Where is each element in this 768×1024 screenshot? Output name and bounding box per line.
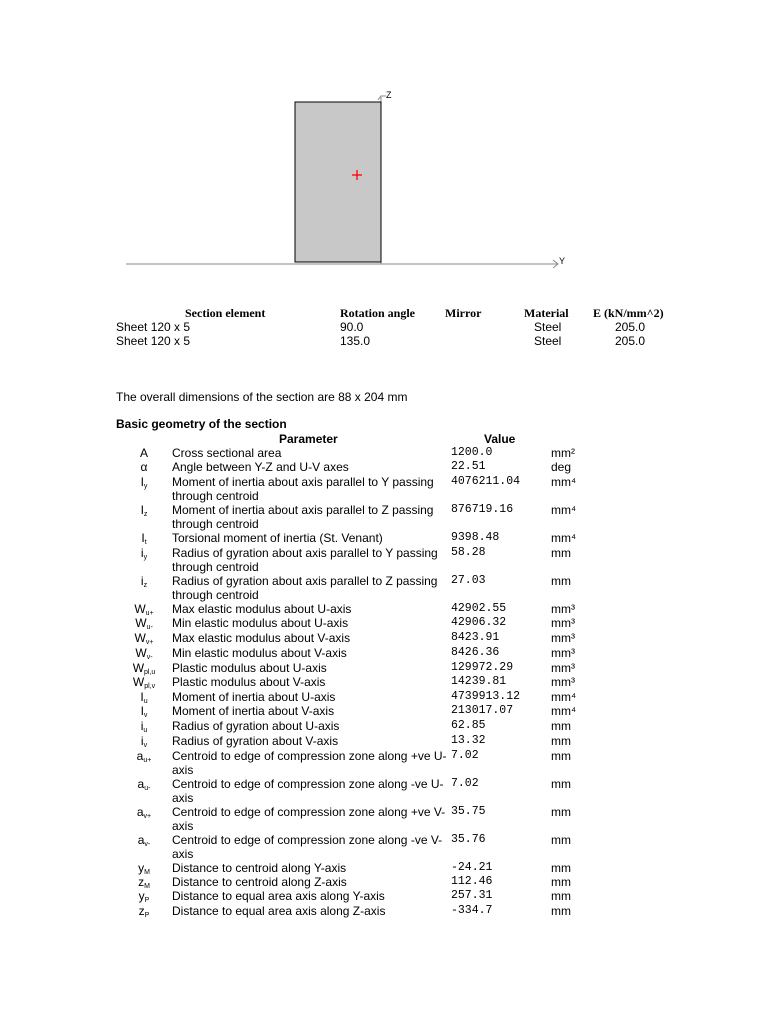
geometry-header-value: Value xyxy=(484,432,516,446)
geometry-description: Distance to equal area axis along Z-axis xyxy=(172,904,386,918)
geometry-symbol-main: W xyxy=(134,631,146,645)
geometry-symbol-subscript: u- xyxy=(146,624,153,631)
geometry-symbol-main: y xyxy=(138,861,145,875)
geometry-symbol-subscript: z xyxy=(143,582,148,589)
geometry-symbol xyxy=(128,904,160,923)
geometry-value: 7.02 xyxy=(451,777,479,790)
geometry-unit: mm xyxy=(551,777,571,791)
geometry-value: 14239.81 xyxy=(451,675,507,688)
geometry-symbol-main: i xyxy=(140,546,144,560)
geometry-unit: mm xyxy=(551,861,571,875)
section-row-2-e: 205.0 xyxy=(615,334,646,348)
geometry-symbol-main: I xyxy=(140,690,144,704)
geometry-symbol-main: W xyxy=(135,646,147,660)
geometry-value: 876719.16 xyxy=(451,503,514,516)
geometry-description: Cross sectional area xyxy=(172,446,282,460)
geometry-symbol xyxy=(128,574,160,593)
geometry-symbol-subscript: u xyxy=(143,727,148,734)
geometry-unit: mm xyxy=(551,546,571,560)
geometry-symbol-main: I xyxy=(140,503,144,517)
geometry-header-parameter: Parameter xyxy=(279,432,338,446)
geometry-description: Centroid to edge of compression zone along +ve V-axis xyxy=(172,805,446,833)
geometry-value: 129972.29 xyxy=(451,661,514,674)
geometry-value: 27.03 xyxy=(451,574,486,587)
header-material: Material xyxy=(524,306,569,320)
geometry-unit: mm³ xyxy=(551,602,575,616)
geometry-description: Moment of inertia about axis parallel to Y passing through centroid xyxy=(172,475,434,503)
geometry-value: 1200.0 xyxy=(451,446,493,459)
geometry-description: Radius of gyration about axis parallel to Z passing through centroid xyxy=(172,574,438,602)
geometry-unit: mm⁴ xyxy=(551,704,577,718)
geometry-unit: mm³ xyxy=(551,661,575,675)
header-rotation-angle: Rotation angle xyxy=(340,306,415,320)
geometry-description: Angle between Y-Z and U-V axes xyxy=(172,460,349,474)
geometry-symbol-main: y xyxy=(138,889,145,903)
geometry-unit: mm xyxy=(551,574,571,588)
geometry-symbol-main: I xyxy=(141,531,145,545)
geometry-unit: mm⁴ xyxy=(551,475,577,489)
geometry-symbol-subscript: z xyxy=(143,511,148,518)
geometry-unit: deg xyxy=(551,460,572,474)
geometry-value: 35.75 xyxy=(451,805,486,818)
geometry-value: 213017.07 xyxy=(451,704,514,717)
geometry-symbol xyxy=(128,833,160,852)
geometry-value: 35.76 xyxy=(451,833,486,846)
geometry-value: 22.51 xyxy=(451,460,486,473)
geometry-symbol xyxy=(128,749,160,768)
geometry-unit: mm³ xyxy=(551,631,575,645)
section-diagram xyxy=(0,0,768,300)
geometry-value: 8423.91 xyxy=(451,631,500,644)
geometry-description: Centroid to edge of compression zone along +ve U-axis xyxy=(172,749,447,777)
geometry-symbol-subscript: v+ xyxy=(143,813,152,820)
geometry-description: Min elastic modulus about V-axis xyxy=(172,646,347,660)
section-row-2-element: Sheet 120 x 5 xyxy=(116,334,191,348)
geometry-symbol-subscript: u- xyxy=(144,785,151,792)
section-row-1-element: Sheet 120 x 5 xyxy=(116,320,191,334)
geometry-symbol-main: i xyxy=(140,734,144,748)
geometry-value: 8426.36 xyxy=(451,646,500,659)
geometry-symbol-subscript: y xyxy=(143,554,148,561)
geometry-symbol-subscript: u xyxy=(143,698,148,705)
section-shape xyxy=(295,102,381,262)
geometry-value: -334.7 xyxy=(451,904,493,917)
geometry-value: 4739913.12 xyxy=(451,690,521,703)
geometry-symbol-main: a xyxy=(137,833,145,847)
geometry-unit: mm² xyxy=(551,446,575,460)
geometry-symbol xyxy=(128,503,160,522)
geometry-symbol-subscript: y xyxy=(143,483,148,490)
geometry-symbol-main: a xyxy=(136,805,144,819)
geometry-symbol-subscript: pl,v xyxy=(144,683,156,690)
geometry-symbol-subscript: t xyxy=(144,539,147,546)
geometry-symbol-main: W xyxy=(134,602,146,616)
geometry-symbol-subscript: M xyxy=(144,883,150,890)
geometry-value: 257.31 xyxy=(451,889,493,902)
geometry-unit: mm⁴ xyxy=(551,503,577,517)
geometry-description: Moment of inertia about axis parallel to Z passing through centroid xyxy=(172,503,434,531)
geometry-description: Plastic modulus about U-axis xyxy=(172,661,327,675)
geometry-symbol-subscript: P xyxy=(144,897,150,904)
header-mirror: Mirror xyxy=(445,306,482,320)
geometry-description: Radius of gyration about axis parallel to Y passing through centroid xyxy=(172,546,438,574)
geometry-symbol-main: a xyxy=(137,777,145,791)
geometry-symbol-subscript: u+ xyxy=(143,757,152,764)
geometry-symbol-main: a xyxy=(136,749,144,763)
geometry-symbol-subscript: v- xyxy=(144,841,151,848)
geometry-description: Centroid to edge of compression zone along -ve U-axis xyxy=(172,777,444,805)
geometry-unit: mm³ xyxy=(551,675,575,689)
geometry-symbol-subscript: pl,u xyxy=(144,669,156,676)
z-axis-arrow xyxy=(378,96,386,100)
geometry-description: Centroid to edge of compression zone along -ve V-axis xyxy=(172,833,443,861)
geometry-symbol-main: I xyxy=(140,704,144,718)
geometry-value: 9398.48 xyxy=(451,531,500,544)
geometry-unit: mm xyxy=(551,734,571,748)
section-row-2-rotation: 135.0 xyxy=(340,334,371,348)
geometry-description: Distance to equal area axis along Y-axis xyxy=(172,889,385,903)
geometry-symbol-main: α xyxy=(140,460,148,474)
geometry-value: 4076211.04 xyxy=(451,475,521,488)
geometry-description: Moment of inertia about V-axis xyxy=(172,704,335,718)
geometry-symbol-main: A xyxy=(139,446,148,460)
section-row-1-material: Steel xyxy=(534,320,562,334)
geometry-value: 42906.32 xyxy=(451,616,507,629)
geometry-value: 112.46 xyxy=(451,875,493,888)
geometry-value: 58.28 xyxy=(451,546,486,559)
geometry-value: 42902.55 xyxy=(451,602,507,615)
section-row-1-e: 205.0 xyxy=(615,320,646,334)
header-section-element: Section element xyxy=(185,306,266,320)
geometry-description: Max elastic modulus about V-axis xyxy=(172,631,351,645)
header-e-modulus: E (kN/mm^2) xyxy=(593,306,664,320)
geometry-symbol-subscript: v xyxy=(143,712,148,719)
geometry-symbol xyxy=(128,777,160,796)
geometry-symbol-subscript: v+ xyxy=(145,639,154,646)
geometry-unit: mm³ xyxy=(551,646,575,660)
section-row-2-material: Steel xyxy=(534,334,562,348)
geometry-unit: mm xyxy=(551,875,571,889)
geometry-description: Distance to centroid along Z-axis xyxy=(172,875,347,889)
geometry-description: Min elastic modulus about U-axis xyxy=(172,616,349,630)
geometry-value: 7.02 xyxy=(451,749,479,762)
geometry-unit: mm⁴ xyxy=(551,531,577,545)
y-axis-label: Y xyxy=(559,256,566,266)
geometry-unit: mm xyxy=(551,749,571,763)
geometry-symbol-subscript: v xyxy=(143,742,148,749)
geometry-symbol-main: W xyxy=(135,616,147,630)
geometry-unit: mm xyxy=(551,719,571,733)
geometry-symbol-subscript: v- xyxy=(146,654,153,661)
geometry-symbol-main: z xyxy=(138,904,145,918)
geometry-symbol xyxy=(128,805,160,824)
geometry-symbol-subscript: u+ xyxy=(145,610,154,617)
geometry-symbol-main: i xyxy=(140,719,144,733)
geometry-symbol xyxy=(128,475,160,494)
geometry-unit: mm³ xyxy=(551,616,575,630)
geometry-value: 13.32 xyxy=(451,734,486,747)
geometry-symbol-subscript: M xyxy=(144,869,150,876)
geometry-symbol-main: I xyxy=(140,475,144,489)
geometry-description: Distance to centroid along Y-axis xyxy=(172,861,347,875)
geometry-value: -24.21 xyxy=(451,861,493,874)
geometry-unit: mm⁴ xyxy=(551,690,577,704)
geometry-description: Torsional moment of inertia (St. Venant) xyxy=(172,531,383,545)
geometry-unit: mm xyxy=(551,889,571,903)
section-row-1-rotation: 90.0 xyxy=(340,320,364,334)
geometry-description: Moment of inertia about U-axis xyxy=(172,690,336,704)
geometry-description: Radius of gyration about U-axis xyxy=(172,719,340,733)
geometry-title: Basic geometry of the section xyxy=(116,417,287,431)
geometry-description: Radius of gyration about V-axis xyxy=(172,734,339,748)
geometry-description: Max elastic modulus about U-axis xyxy=(172,602,352,616)
geometry-symbol-main: i xyxy=(140,574,144,588)
geometry-unit: mm xyxy=(551,833,571,847)
geometry-unit: mm xyxy=(551,805,571,819)
geometry-value: 62.85 xyxy=(451,719,486,732)
geometry-description: Plastic modulus about V-axis xyxy=(172,675,326,689)
geometry-symbol-main: W xyxy=(132,661,145,675)
geometry-symbol-main: W xyxy=(132,675,145,689)
geometry-unit: mm xyxy=(551,904,571,918)
z-axis-label: Z xyxy=(386,90,392,100)
geometry-symbol-main: z xyxy=(138,875,145,889)
overall-dimensions-text: The overall dimensions of the section are 88 x 204 mm xyxy=(116,390,408,404)
geometry-symbol-subscript: P xyxy=(144,912,150,919)
geometry-symbol xyxy=(128,546,160,565)
